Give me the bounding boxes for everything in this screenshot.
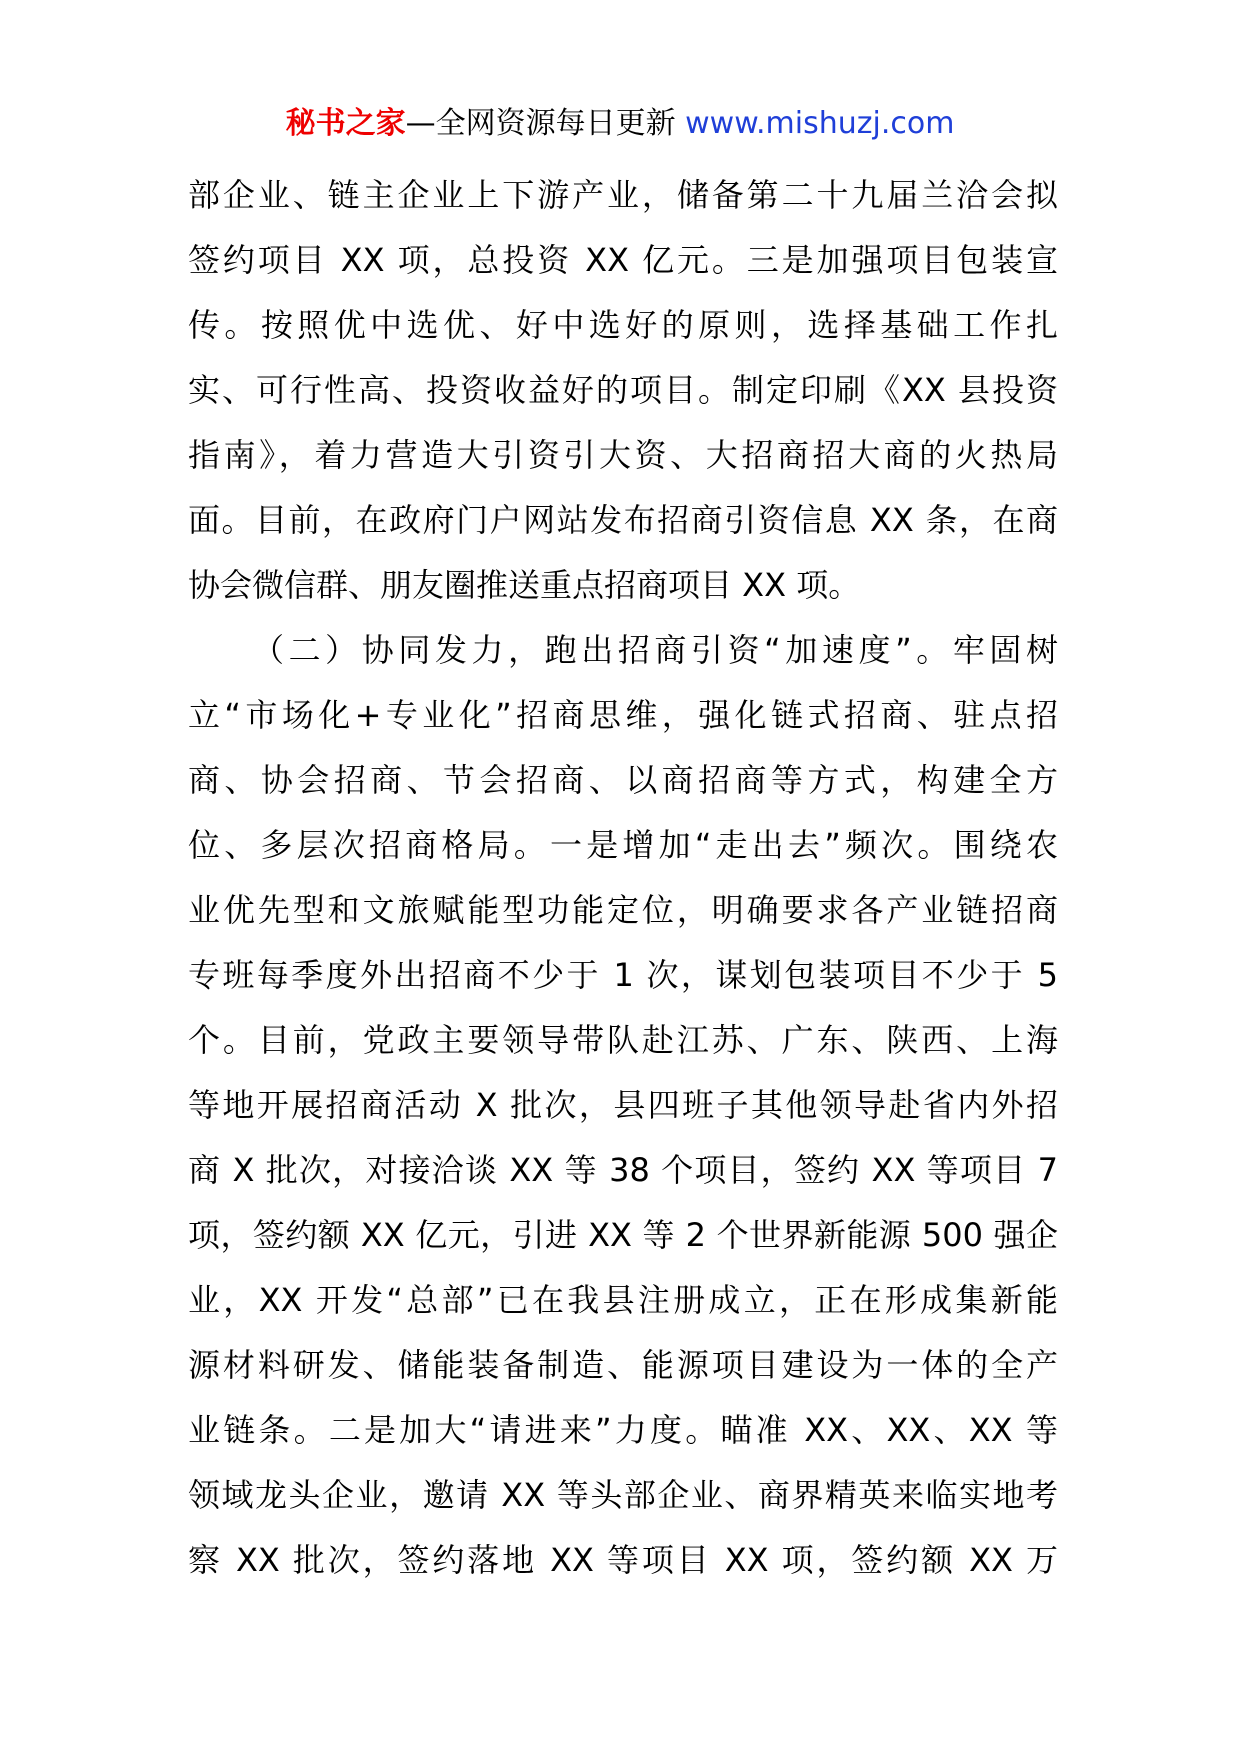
section-heading-line: （二）协同发力，跑出招商引资“加速度”。牢固树 (252, 631, 1058, 669)
text-line: 商、协会招商、节会招商、以商招商等方式，构建全方 (188, 761, 1058, 799)
text-line: 源材料研发、储能装备制造、能源项目建设为一体的全产 (188, 1346, 1058, 1384)
site-url-link[interactable]: www.mishuzj.com (685, 106, 955, 141)
text-line: 面。目前，在政府门户网站发布招商引资信息 XX 条，在商 (188, 501, 1058, 539)
text-line: 领域龙头企业，邀请 XX 等头部企业、商界精英来临实地考 (188, 1476, 1058, 1514)
text-line: 部企业、链主企业上下游产业，储备第二十九届兰洽会拟 (188, 176, 1058, 214)
text-line: 商 X 批次，对接洽谈 XX 等 38 个项目，签约 XX 等项目 7 (188, 1151, 1058, 1189)
text-line: 个。目前，党政主要领导带队赴江苏、广东、陕西、上海 (188, 1021, 1058, 1059)
site-header (0, 102, 1240, 146)
text-line: 察 XX 批次，签约落地 XX 等项目 XX 项，签约额 XX 万 (188, 1541, 1058, 1579)
text-line: 等地开展招商活动 X 批次，县四班子其他领导赴省内外招 (188, 1086, 1058, 1124)
text-line: 签约项目 XX 项，总投资 XX 亿元。三是加强项目包装宣 (188, 241, 1058, 279)
text-line: 指南》，着力营造大引资引大资、大招商招大商的火热局 (188, 436, 1058, 474)
text-line: 业优先型和文旅赋能型功能定位，明确要求各产业链招商 (188, 891, 1058, 929)
text-line: 立“市场化+专业化”招商思维，强化链式招商、驻点招 (188, 696, 1058, 734)
header-slogan: —全网资源每日更新 (405, 106, 686, 141)
text-line: 实、可行性高、投资收益好的项目。制定印刷《XX 县投资 (188, 371, 1058, 409)
brand-name: 秘书之家 (285, 106, 406, 141)
text-line: 专班每季度外出招商不少于 1 次，谋划包装项目不少于 5 (188, 956, 1058, 994)
text-line: 项，签约额 XX 亿元，引进 XX 等 2 个世界新能源 500 强企 (188, 1216, 1058, 1254)
text-line: 业链条。二是加大“请进来”力度。瞄准 XX、XX、XX 等 (188, 1411, 1058, 1449)
text-line: 位、多层次招商格局。一是增加“走出去”频次。围绕农 (188, 826, 1058, 864)
document-body (188, 163, 1058, 1593)
text-line: 传。按照优中选优、好中选好的原则，选择基础工作扎 (188, 306, 1058, 344)
text-line: 协会微信群、朋友圈推送重点招商项目 XX 项。 (188, 566, 861, 604)
text-line: 业，XX 开发“总部”已在我县注册成立，正在形成集新能 (188, 1281, 1058, 1319)
